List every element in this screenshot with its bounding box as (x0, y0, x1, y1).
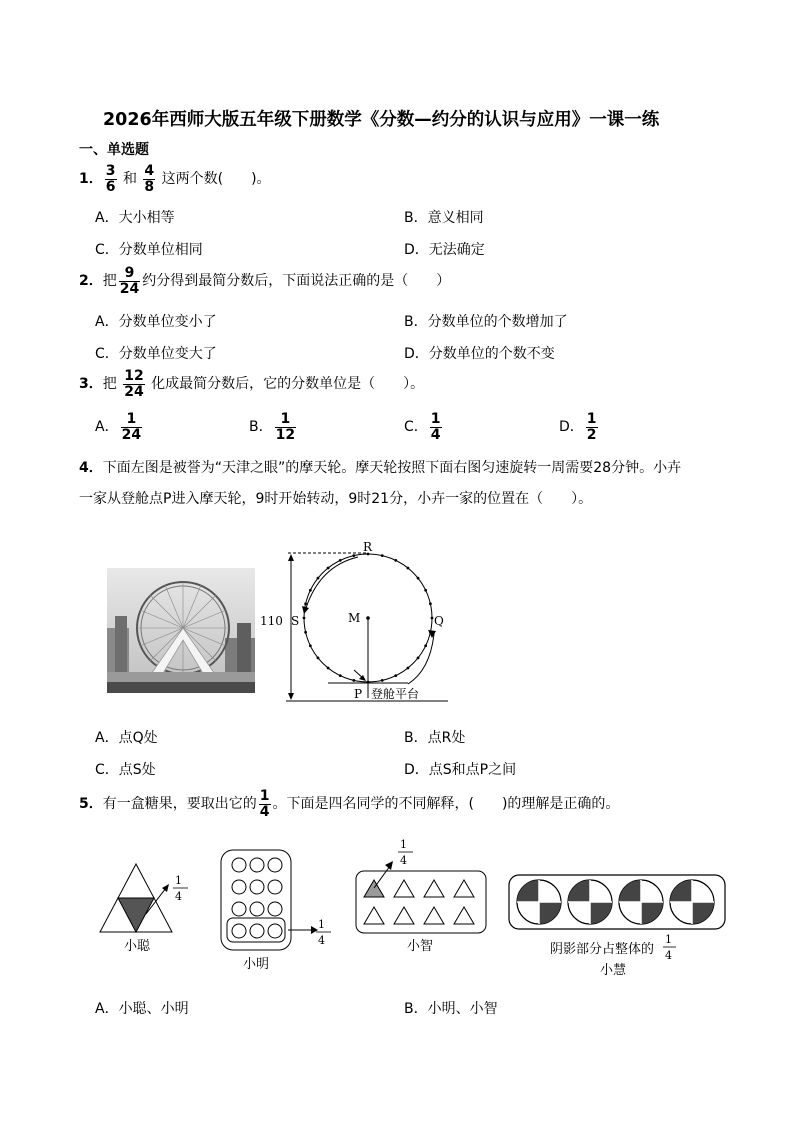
cabin-dot (424, 644, 427, 647)
fraction-4-8: $\frac{4}{8}$ (144, 163, 155, 195)
ferris-wheel-photo (107, 568, 255, 693)
cabin-dot (303, 617, 306, 620)
cabin-dot (417, 657, 420, 660)
option-c[interactable]: C．点S处 (95, 762, 156, 778)
quartered-circle (670, 880, 714, 924)
option-b[interactable]: B．小明、小智 (404, 1001, 498, 1017)
xiaohui-label: 小慧 (600, 963, 627, 978)
xiaohui-figure (506, 872, 730, 980)
cabin-dot (309, 644, 312, 647)
question-number: 1． (79, 171, 103, 188)
quartered-circle (619, 880, 663, 924)
fraction-1-4: $\frac{1}{4}$ (259, 788, 270, 820)
option-b[interactable]: B．意义相同 (404, 210, 484, 226)
question-1 (79, 164, 271, 194)
point-p-label: P (354, 687, 363, 701)
option-a[interactable]: A．点Q处 (95, 730, 158, 746)
platform-label: 登舱平台 (371, 687, 420, 701)
cabin-dot (394, 559, 397, 562)
svg-text:4: 4 (175, 890, 182, 903)
section-heading: 一、单选题 (79, 142, 149, 158)
ferris-wheel-diagram (258, 538, 458, 706)
cabin-dot (381, 554, 384, 557)
option-d[interactable]: D．点S和点P之间 (404, 762, 517, 778)
svg-text:4: 4 (665, 949, 672, 962)
question-prefix: 把 (102, 273, 117, 290)
candy-circle (250, 924, 264, 938)
height-label: 110 (260, 614, 283, 628)
cabin-dot (339, 559, 342, 562)
xiaocong-figure (96, 858, 196, 958)
candy-circle (250, 858, 264, 872)
point-q-label: Q (434, 614, 444, 628)
xiaoming-label: 小明 (243, 957, 270, 972)
svg-text:1: 1 (400, 838, 407, 851)
cabin-dot (327, 567, 330, 570)
cabin-dot (317, 577, 320, 580)
option-a[interactable]: A．小聪、小明 (95, 1001, 189, 1017)
candy-circle (232, 880, 246, 894)
option-b[interactable]: B．点R处 (404, 730, 466, 746)
fraction-12-24: $\frac{12}{24}$ (124, 368, 144, 400)
cabin-dot (407, 567, 410, 570)
option-d[interactable]: D． $\frac{1}{2}$ (559, 411, 597, 443)
cabin-dot (417, 577, 420, 580)
cabin-dot (431, 617, 434, 620)
svg-text:4: 4 (318, 934, 325, 947)
cabin-dot (352, 679, 355, 682)
question-4-line-1: 4．下面左图是被誉为“天津之眼”的摩天轮。摩天轮按照下面右图匀速旋转一周需要28分钟。小卉 (79, 460, 682, 476)
question-2 (79, 266, 450, 296)
question-4-line-2: 一家从登舱点P进入摩天轮，9时开始转动，9时21分，小卉一家的位置在（ ）。 (79, 491, 593, 507)
xiaohui-caption: 阴影部分占整体的 (550, 942, 655, 957)
candy-circle (268, 858, 282, 872)
point-s-label: S (291, 614, 300, 628)
cabin-dot (424, 589, 427, 592)
question-number: 5． (79, 796, 103, 813)
candy-circle (268, 924, 282, 938)
question-prefix: 有一盒糖果，要取出它的 (102, 796, 257, 813)
candy-circle (250, 902, 264, 916)
xiaozhi-figure (352, 836, 492, 956)
question-text: 这两个数( )。 (161, 171, 271, 188)
question-text: 约分得到最简分数后，下面说法正确的是（ ） (142, 273, 451, 290)
cabin-dot (429, 602, 432, 605)
cabin-dot (317, 657, 320, 660)
question-5 (79, 789, 619, 819)
svg-text:1: 1 (318, 918, 325, 931)
cabin-dot (394, 674, 397, 677)
candy-circle (232, 902, 246, 916)
option-a[interactable]: A． $\frac{1}{24}$ (95, 411, 142, 443)
xiaozhi-label: 小智 (407, 939, 434, 954)
question-prefix: 把 (102, 376, 117, 393)
option-b[interactable]: B． $\frac{1}{12}$ (249, 411, 296, 443)
page-title: 2026年西师大版五年级下册数学《分数—约分的认识与应用》一课一练 (103, 110, 660, 130)
candy-circle (232, 924, 246, 938)
quartered-circle (517, 880, 561, 924)
question-number: 2． (79, 273, 103, 290)
center-m-label: M (348, 611, 361, 625)
candy-circle (268, 902, 282, 916)
point-r-label: R (363, 540, 373, 554)
xiaoming-figure (218, 848, 343, 973)
cabin-dot (327, 667, 330, 670)
cabin-dot (309, 589, 312, 592)
svg-text:1: 1 (175, 874, 182, 887)
option-b[interactable]: B．分数单位的个数增加了 (404, 314, 568, 330)
question-number: 3． (79, 376, 103, 393)
cabin-dot (352, 554, 355, 557)
cabin-dot (407, 667, 410, 670)
question-text: 。下面是四名同学的不同解释，( )的理解是正确的。 (272, 796, 620, 813)
cabin-dot (339, 674, 342, 677)
option-a[interactable]: A．分数单位变小了 (95, 314, 217, 330)
cabin-dot (304, 602, 307, 605)
conjunction-text: 和 (122, 171, 137, 188)
candy-circle (268, 880, 282, 894)
question-text: 化成最简分数后，它的分数单位是（ ）。 (151, 376, 425, 393)
cabin-dot (304, 631, 307, 634)
candy-circle (232, 858, 246, 872)
fraction-3-6: $\frac{3}{6}$ (105, 163, 116, 195)
candy-circle (250, 880, 264, 894)
svg-text:1: 1 (665, 933, 672, 946)
cabin-dot (381, 679, 384, 682)
option-d[interactable]: D．分数单位的个数不变 (404, 346, 555, 362)
option-d[interactable]: D．无法确定 (404, 242, 485, 258)
svg-text:4: 4 (400, 854, 407, 867)
option-c[interactable]: C． $\frac{1}{4}$ (404, 411, 441, 443)
quartered-circle (568, 880, 612, 924)
option-c[interactable]: C．分数单位相同 (95, 242, 203, 258)
option-c[interactable]: C．分数单位变大了 (95, 346, 217, 362)
fraction-9-24: $\frac{9}{24}$ (119, 265, 140, 297)
option-a[interactable]: A．大小相等 (95, 210, 175, 226)
question-3 (79, 369, 424, 399)
xiaocong-label: 小聪 (124, 939, 151, 954)
